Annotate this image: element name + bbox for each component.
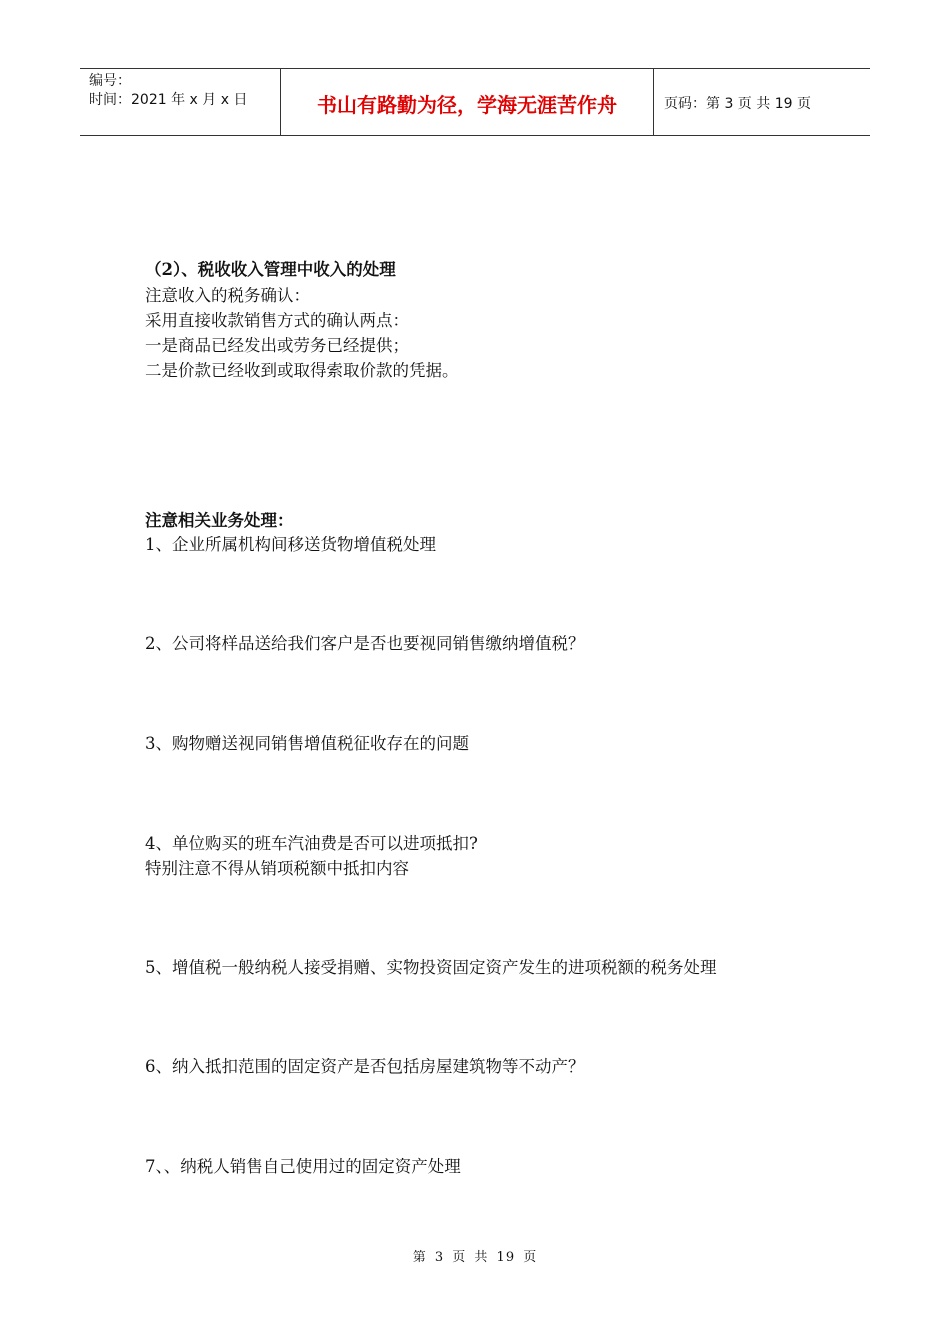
list-item: 4、单位购买的班车汽油费是否可以进项抵扣?: [145, 834, 478, 853]
header-table: [80, 68, 870, 136]
list-item: 5、增值税一般纳税人接受捐赠、实物投资固定资产发生的进项税额的税务处理: [145, 958, 717, 977]
header-page-cell: [654, 69, 870, 135]
list-item: 3、购物赠送视同销售增值税征收存在的问题: [145, 734, 469, 753]
header-meta-cell: [80, 69, 281, 135]
page-info: 页码：第 3 页 共 19 页: [664, 96, 811, 112]
list-item: 7、、纳税人销售自己使用过的固定资产处理: [145, 1157, 461, 1176]
number-label: 编号：: [89, 73, 131, 89]
paragraph-line: 二是价款已经收到或取得索取价款的凭据。: [145, 361, 459, 380]
paragraph-line: 采用直接收款销售方式的确认两点：: [145, 311, 409, 330]
time-label: 时间：2021 年 x 月 x 日: [89, 92, 248, 108]
motto-text: 书山有路勤为径，学海无涯苦作舟: [317, 92, 617, 117]
list-item: 1、企业所属机构间移送货物增值税处理: [145, 535, 436, 554]
list-item: 2、公司将样品送给我们客户是否也要视同销售缴纳增值税？: [145, 634, 585, 653]
related-title: 注意相关业务处理：: [145, 511, 294, 530]
paragraph-line: 注意收入的税务确认：: [145, 286, 310, 305]
list-item-note: 特别注意不得从销项税额中抵扣内容: [145, 859, 409, 878]
list-item: 6、纳入抵扣范围的固定资产是否包括房屋建筑物等不动产？: [145, 1057, 585, 1076]
page-footer: 第 3 页 共 19 页: [412, 1250, 538, 1265]
header-motto-cell: [281, 69, 654, 135]
paragraph-line: 一是商品已经发出或劳务已经提供；: [145, 336, 409, 355]
section-title: （2）、税收收入管理中收入的处理: [145, 260, 396, 279]
